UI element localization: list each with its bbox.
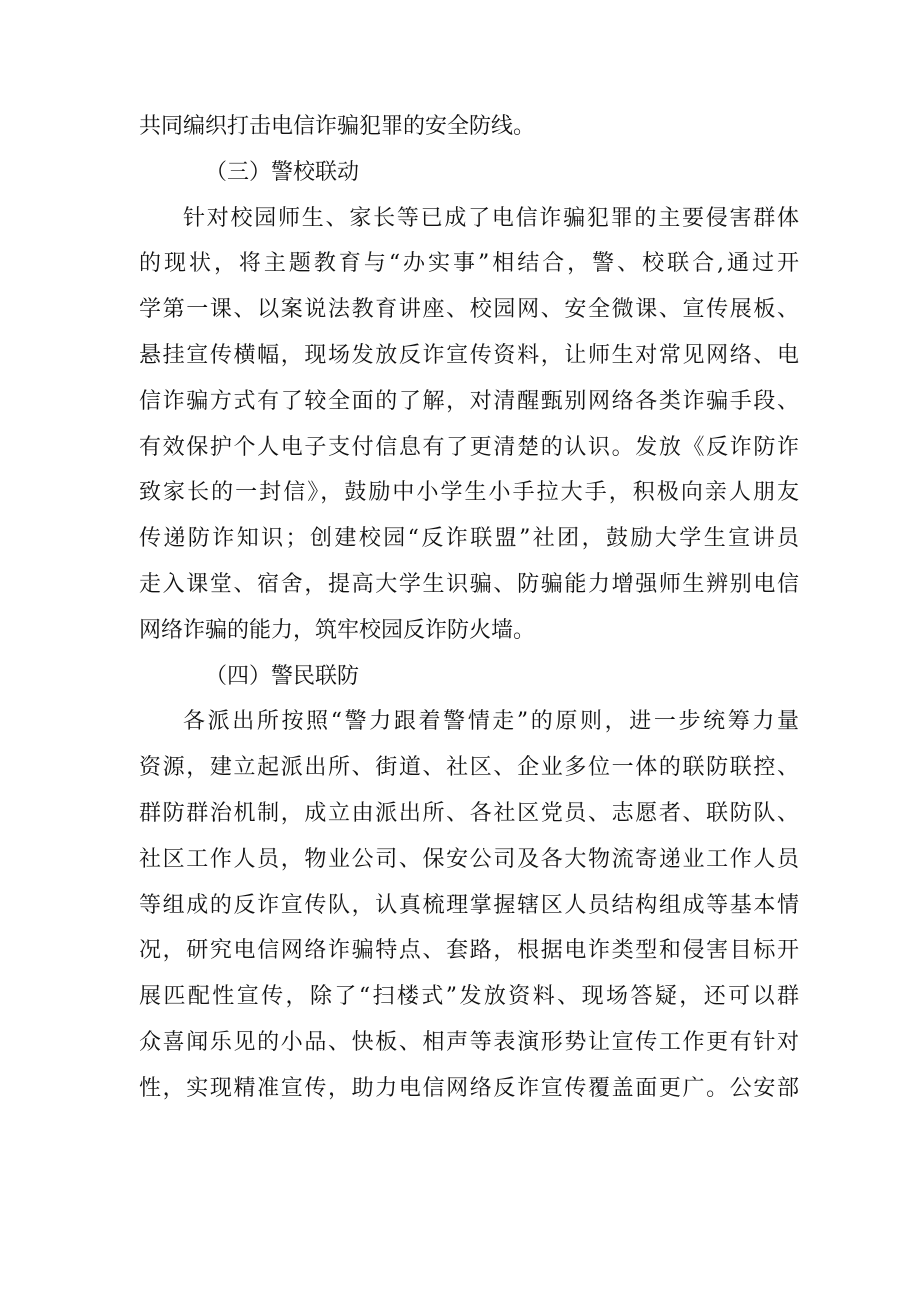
paragraph-line: 悬挂宣传横幅，现场发放反诈宣传资料，让师生对常见网络、电 — [139, 342, 799, 368]
paragraph-line: 学第一课、以案说法教育讲座、校园网、安全微课、宣传展板、 — [139, 297, 799, 323]
paragraph-line: 致家长的一封信》，鼓励中小学生小手拉大手，积极向亲人朋友 — [139, 480, 799, 506]
paragraph-line: 信诈骗方式有了较全面的了解，对清醒甄别网络各类诈骗手段、 — [139, 388, 799, 414]
paragraph-line: 的现状，将主题教育与“办实事”相结合，警、校联合,通过开 — [139, 251, 799, 277]
paragraph-line: 网络诈骗的能力，筑牢校园反诈防火墙。 — [139, 617, 536, 643]
paragraph-line: 等组成的反诈宣传队，认真梳理掌握辖区人员结构组成等基本情 — [139, 892, 799, 918]
paragraph-line: 传递防诈知识；创建校园“反诈联盟”社团，鼓励大学生宣讲员 — [139, 526, 799, 552]
paragraph-line: 社区工作人员，物业公司、保安公司及各大物流寄递业工作人员 — [139, 846, 799, 872]
paragraph-line: 共同编织打击电信诈骗犯罪的安全防线。 — [139, 114, 536, 139]
section-heading-4: （四）警民联防 — [205, 663, 360, 689]
section-heading-3: （三）警校联动 — [205, 159, 360, 185]
paragraph-line: 各派出所按照“警力跟着警情走”的原则，进一步统筹力量 — [183, 709, 799, 735]
paragraph-line: 走入课堂、宿舍，提高大学生识骗、防骗能力增强师生辨别电信 — [139, 571, 799, 597]
paragraph-line: 众喜闻乐见的小品、快板、相声等表演形势让宣传工作更有针对 — [139, 1029, 799, 1055]
paragraph-line: 展匹配性宣传，除了“扫楼式”发放资料、现场答疑，还可以群 — [139, 984, 799, 1010]
paragraph-line: 资源，建立起派出所、街道、社区、企业多位一体的联防联控、 — [139, 755, 799, 781]
paragraph-line: 性，实现精准宣传，助力电信网络反诈宣传覆盖面更广。公安部 — [139, 1075, 799, 1101]
paragraph-line: 况，研究电信网络诈骗特点、套路，根据电诈类型和侵害目标开 — [139, 938, 799, 964]
paragraph-line: 针对校园师生、家长等已成了电信诈骗犯罪的主要侵害群体 — [183, 205, 799, 231]
paragraph-line: 群防群治机制，成立由派出所、各社区党员、志愿者、联防队、 — [139, 800, 799, 826]
paragraph-line: 有效保护个人电子支付信息有了更清楚的认识。发放《反诈防诈 — [139, 434, 799, 460]
document-body — [139, 104, 799, 1112]
